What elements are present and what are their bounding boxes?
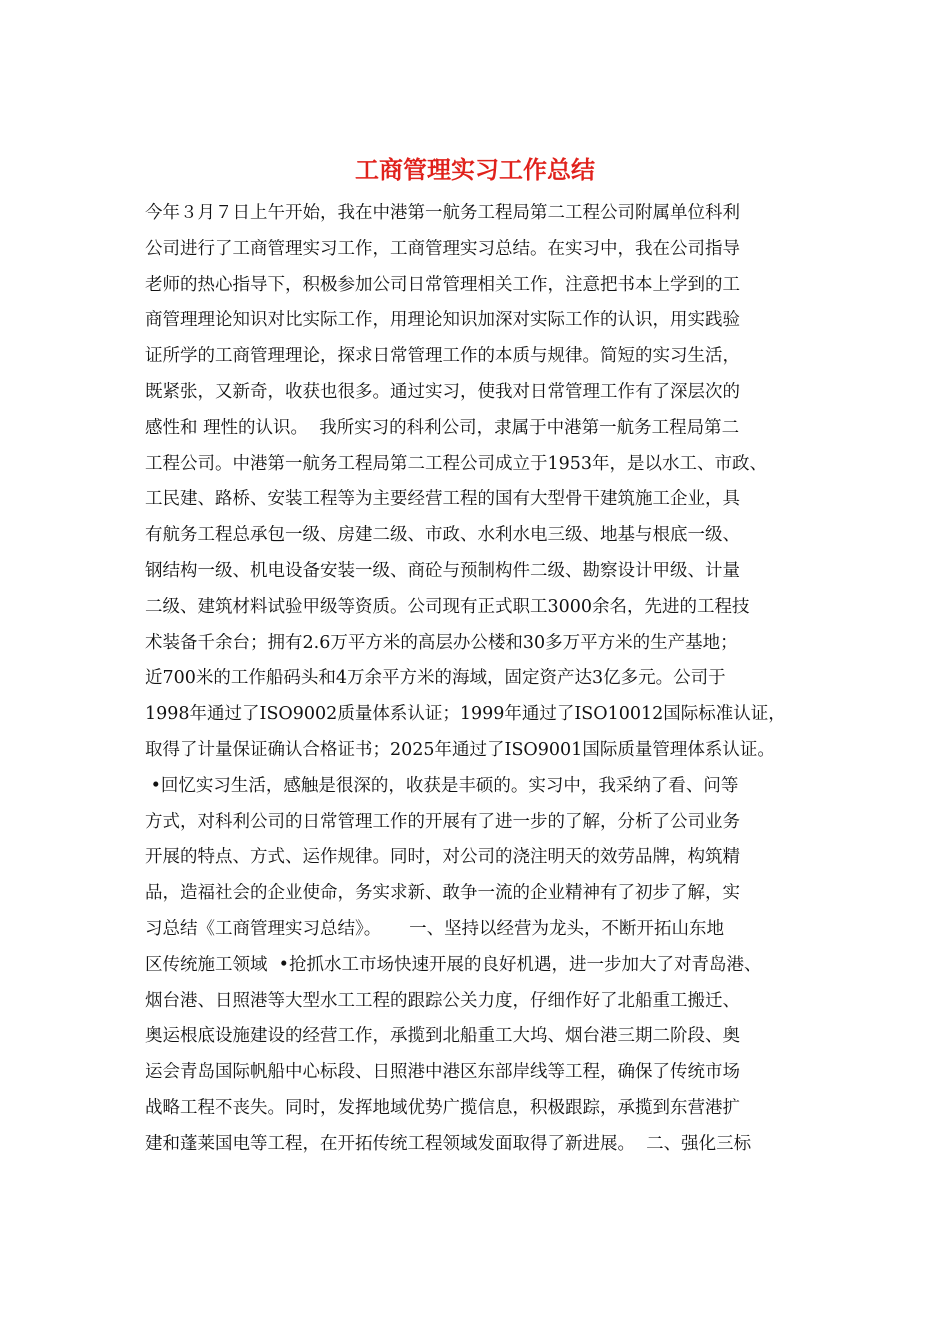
- body-line: 钢结构一级、机电设备安装一级、商砼与预制构件二级、勘察设计甲级、计量: [145, 560, 740, 581]
- body-line: 品，造福社会的企业使命，务实求新、敢争一流的企业精神有了初步了解，实: [145, 883, 740, 904]
- body-line: 近700米的工作船码头和4万余平方米的海域，固定资产达3亿多元。公司于: [145, 668, 726, 689]
- body-line: 公司进行了工商管理实习工作，工商管理实习总结。在实习中，我在公司指导: [145, 238, 740, 259]
- body-line: •回忆实习生活，感触是很深的，收获是丰硕的。实习中，我采纳了看、问等: [145, 775, 739, 796]
- body-line: 取得了计量保证确认合格证书；2025年通过了ISO9001国际质量管理体系认证。: [145, 739, 775, 760]
- body-line: 运会青岛国际帆船中心标段、日照港中港区东部岸线等工程，确保了传统市场: [145, 1062, 740, 1083]
- body-line: 术装备千余台；拥有2.6万平方米的高层办公楼和30多万平方米的生产基地；: [145, 632, 738, 653]
- body-line: 工民建、路桥、安装工程等为主要经营工程的国有大型骨干建筑施工企业，具: [145, 489, 740, 510]
- body-line: 二级、建筑材料试验甲级等资质。公司现有正式职工3000余名，先进的工程技: [145, 596, 750, 617]
- body-line: 今年３月７日上午开始，我在中港第一航务工程局第二工程公司附属单位科利: [145, 203, 740, 223]
- body-line: 习总结《工商管理实习总结》。 一、坚持以经营为龙头，不断开拓山东地: [145, 918, 725, 939]
- body-line: 建和蓬莱国电等工程，在开拓传统工程领域发面取得了新进展。 二、强化三标: [145, 1133, 752, 1154]
- body-line: 工程公司。中港第一航务工程局第二工程公司成立于1953年，是以水工、市政、: [145, 453, 768, 474]
- body-line: 老师的热心指导下，积极参加公司日常管理相关工作，注意把书本上学到的工: [145, 274, 740, 295]
- document-body: [145, 196, 815, 1163]
- body-line: 方式，对科利公司的日常管理工作的开展有了进一步的了解，分析了公司业务: [145, 811, 740, 832]
- body-line: 证所学的工商管理理论，探求日常管理工作的本质与规律。简短的实习生活，: [145, 346, 740, 367]
- body-line: 区传统施工领域 •抢抓水工市场快速开展的良好机遇，进一步加大了对青岛港、: [145, 954, 762, 975]
- body-line: 奥运根底设施建设的经营工作，承揽到北船重工大坞、烟台港三期二阶段、奥: [145, 1026, 740, 1047]
- body-line: 感性和 理性的认识。 我所实习的科利公司，隶属于中港第一航务工程局第二: [145, 417, 740, 438]
- body-line: 既紧张，又新奇，收获也很多。通过实习，使我对日常管理工作有了深层次的: [145, 381, 740, 402]
- body-line: 战略工程不丧失。同时，发挥地域优势广揽信息，积极跟踪，承揽到东营港扩: [145, 1097, 740, 1118]
- body-line: 烟台港、日照港等大型水工工程的跟踪公关力度，仔细作好了北船重工搬迁、: [145, 990, 740, 1011]
- body-line: 1998年通过了ISO9002质量体系认证；1999年通过了ISO10012国际标准认证，: [145, 704, 786, 725]
- body-line: 开展的特点、方式、运作规律。同时，对公司的浇注明天的效劳品牌，构筑精: [145, 847, 740, 868]
- body-line: 商管理理论知识对比实际工作，用理论知识加深对实际工作的认识，用实践验: [145, 310, 740, 331]
- document-title: 工商管理实习工作总结: [355, 155, 595, 184]
- body-line: 有航务工程总承包一级、房建二级、市政、水利水电三级、地基与根底一级、: [145, 525, 740, 546]
